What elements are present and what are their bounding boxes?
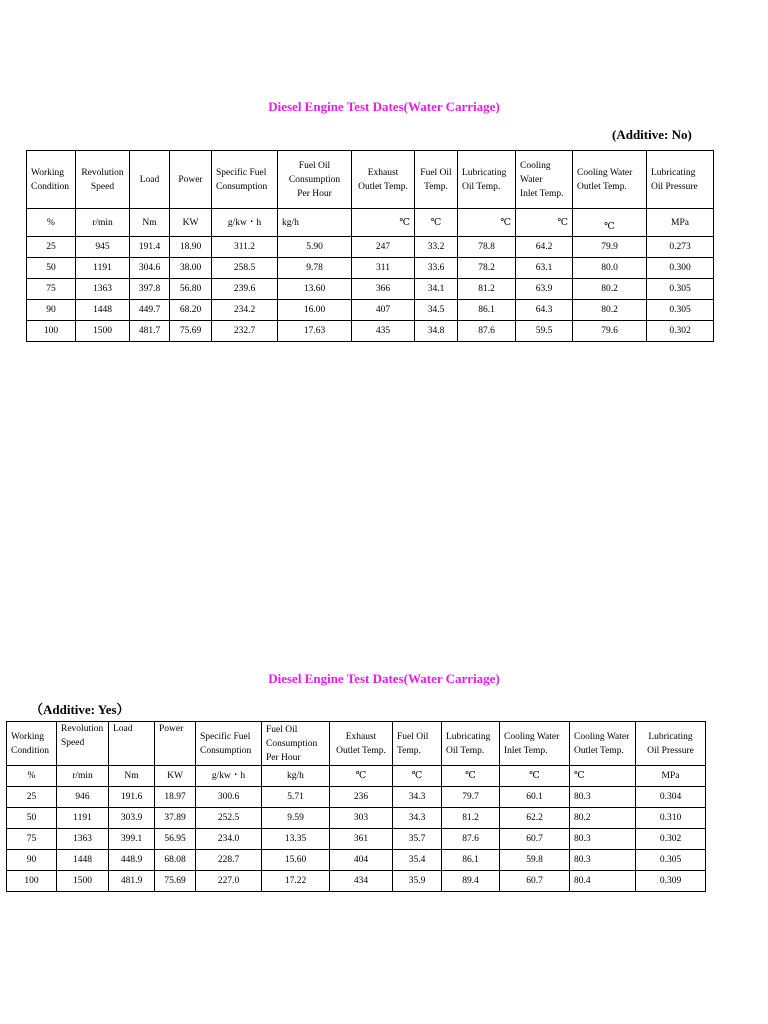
table-cell: 86.1 bbox=[442, 850, 500, 871]
table-cell: 0.302 bbox=[636, 829, 706, 850]
table-cell: 17.63 bbox=[278, 321, 352, 342]
unit-cell: r/min bbox=[57, 766, 109, 787]
column-header bbox=[155, 722, 196, 766]
column-header bbox=[109, 722, 155, 766]
table-cell: 56.80 bbox=[170, 279, 212, 300]
table-row bbox=[27, 321, 714, 342]
table-cell: 60.1 bbox=[500, 787, 570, 808]
table-cell: 1191 bbox=[76, 258, 130, 279]
table-cell: 13.60 bbox=[278, 279, 352, 300]
column-header-line: Condition bbox=[31, 181, 70, 192]
table-cell: 1191 bbox=[57, 808, 109, 829]
table-cell: 100 bbox=[27, 321, 76, 342]
table-cell: 63.9 bbox=[516, 279, 573, 300]
table-cell: 90 bbox=[7, 850, 57, 871]
column-header bbox=[500, 722, 570, 766]
column-header-line: Cooling bbox=[520, 160, 551, 171]
column-header bbox=[442, 722, 500, 766]
table-cell: 100 bbox=[7, 871, 57, 892]
table-cell: 33.2 bbox=[415, 237, 458, 258]
unit-cell: ℃ bbox=[352, 209, 415, 237]
table-cell: 397.8 bbox=[130, 279, 170, 300]
table-cell: 34.1 bbox=[415, 279, 458, 300]
column-header-line: Working bbox=[11, 731, 45, 742]
table-cell: 75 bbox=[7, 829, 57, 850]
table-cell: 75 bbox=[27, 279, 76, 300]
column-header-line: Fuel Oil bbox=[397, 731, 429, 742]
table-cell: 945 bbox=[76, 237, 130, 258]
table-cell: 87.6 bbox=[458, 321, 516, 342]
table-cell: 17.22 bbox=[262, 871, 330, 892]
table-cell: 311 bbox=[352, 258, 415, 279]
column-header-line: Cooling Water bbox=[577, 167, 633, 178]
column-header-line: Speed bbox=[61, 738, 85, 748]
table-cell: 68.08 bbox=[155, 850, 196, 871]
table-cell: 80.2 bbox=[573, 279, 647, 300]
column-header bbox=[330, 722, 393, 766]
table-cell: 9.78 bbox=[278, 258, 352, 279]
unit-cell: KW bbox=[170, 209, 212, 237]
table-cell: 404 bbox=[330, 850, 393, 871]
table-row bbox=[27, 237, 714, 258]
table-row bbox=[7, 871, 706, 892]
column-header bbox=[170, 151, 212, 209]
table-cell: 228.7 bbox=[196, 850, 262, 871]
unit-cell: ℃ bbox=[516, 209, 573, 237]
table-cell: 13.35 bbox=[262, 829, 330, 850]
table-cell: 75.69 bbox=[155, 871, 196, 892]
table-cell: 1363 bbox=[57, 829, 109, 850]
table-cell: 25 bbox=[7, 787, 57, 808]
table-cell: 33.6 bbox=[415, 258, 458, 279]
table-cell: 234.2 bbox=[212, 300, 278, 321]
table-cell: 35.4 bbox=[393, 850, 442, 871]
table-cell: 80.0 bbox=[573, 258, 647, 279]
column-header-line: Working bbox=[31, 167, 65, 178]
column-header-line: Revolution bbox=[81, 167, 124, 178]
column-header bbox=[636, 722, 706, 766]
column-header-line: Per Hour bbox=[297, 188, 332, 199]
column-header-line: Power bbox=[159, 724, 184, 734]
units-row bbox=[7, 766, 706, 787]
table-cell: 0.310 bbox=[636, 808, 706, 829]
column-header-line: Lubricating bbox=[648, 731, 693, 742]
unit-cell: KW bbox=[155, 766, 196, 787]
column-header bbox=[352, 151, 415, 209]
unit-cell: % bbox=[7, 766, 57, 787]
table-row bbox=[7, 829, 706, 850]
table-cell: 62.2 bbox=[500, 808, 570, 829]
column-header-line: Lubricating bbox=[462, 167, 507, 178]
unit-cell: kg/h bbox=[262, 766, 330, 787]
column-header bbox=[458, 151, 516, 209]
table-cell: 75.69 bbox=[170, 321, 212, 342]
table-cell: 87.6 bbox=[442, 829, 500, 850]
table1-title: Diesel Engine Test Dates(Water Carriage) bbox=[268, 99, 500, 114]
column-header-line: Per Hour bbox=[266, 752, 301, 763]
unit-cell: g/kw・h bbox=[196, 766, 262, 787]
table-cell: 0.304 bbox=[636, 787, 706, 808]
table-cell: 86.1 bbox=[458, 300, 516, 321]
table-cell: 361 bbox=[330, 829, 393, 850]
table-cell: 80.4 bbox=[570, 871, 636, 892]
column-header-line: Cooling Water bbox=[574, 731, 630, 742]
unit-cell: g/kw・h bbox=[212, 209, 278, 237]
table-cell: 5.71 bbox=[262, 787, 330, 808]
table-cell: 34.3 bbox=[393, 787, 442, 808]
table-cell: 50 bbox=[7, 808, 57, 829]
column-header-line: Specific Fuel bbox=[200, 731, 251, 742]
column-header-line: Cooling Water bbox=[504, 731, 560, 742]
column-header bbox=[415, 151, 458, 209]
column-header-line: Oil Pressure bbox=[647, 745, 694, 756]
table-cell: 80.3 bbox=[570, 850, 636, 871]
table-cell: 68.20 bbox=[170, 300, 212, 321]
table-cell: 18.90 bbox=[170, 237, 212, 258]
column-header-line: Oil Temp. bbox=[462, 181, 501, 192]
table-cell: 407 bbox=[352, 300, 415, 321]
column-header-line: Load bbox=[139, 174, 160, 185]
table-cell: 234.0 bbox=[196, 829, 262, 850]
table-cell: 80.2 bbox=[573, 300, 647, 321]
table-row bbox=[7, 808, 706, 829]
table-cell: 15.60 bbox=[262, 850, 330, 871]
column-header-line: Temp. bbox=[397, 745, 421, 756]
table-cell: 0.273 bbox=[647, 237, 714, 258]
table-cell: 9.59 bbox=[262, 808, 330, 829]
unit-cell: ℃ bbox=[500, 766, 570, 787]
table-cell: 227.0 bbox=[196, 871, 262, 892]
table-row bbox=[27, 258, 714, 279]
table-cell: 34.5 bbox=[415, 300, 458, 321]
column-header-line: Exhaust bbox=[367, 167, 399, 178]
column-header-line: Lubricating bbox=[651, 167, 696, 178]
table-cell: 0.305 bbox=[647, 279, 714, 300]
table-cell: 481.9 bbox=[109, 871, 155, 892]
table-row bbox=[7, 850, 706, 871]
column-header-line: Fuel Oil bbox=[420, 167, 452, 178]
table-cell: 303.9 bbox=[109, 808, 155, 829]
table-cell: 80.3 bbox=[570, 787, 636, 808]
table-cell: 481.7 bbox=[130, 321, 170, 342]
column-header-line: Consumption bbox=[266, 738, 318, 749]
table-cell: 64.2 bbox=[516, 237, 573, 258]
table1-additive-label: (Additive: No) bbox=[612, 127, 692, 142]
table-cell: 79.6 bbox=[573, 321, 647, 342]
unit-cell: ℃ bbox=[393, 766, 442, 787]
column-header-line: Condition bbox=[11, 745, 50, 756]
column-header bbox=[7, 722, 57, 766]
column-header bbox=[57, 722, 109, 766]
column-header bbox=[570, 722, 636, 766]
table2-additive-label: （Additive: Yes） bbox=[30, 702, 130, 717]
unit-cell: % bbox=[27, 209, 76, 237]
table-cell: 303 bbox=[330, 808, 393, 829]
table-row bbox=[27, 279, 714, 300]
table-cell: 34.3 bbox=[393, 808, 442, 829]
table-cell: 399.1 bbox=[109, 829, 155, 850]
table-row bbox=[7, 787, 706, 808]
table-cell: 300.6 bbox=[196, 787, 262, 808]
unit-cell: r/min bbox=[76, 209, 130, 237]
column-header-line: Oil Temp. bbox=[446, 745, 485, 756]
table-cell: 60.7 bbox=[500, 871, 570, 892]
column-header bbox=[393, 722, 442, 766]
table-cell: 252.5 bbox=[196, 808, 262, 829]
table-cell: 1448 bbox=[76, 300, 130, 321]
table-cell: 434 bbox=[330, 871, 393, 892]
table-cell: 78.2 bbox=[458, 258, 516, 279]
table-cell: 64.3 bbox=[516, 300, 573, 321]
column-header bbox=[516, 151, 573, 209]
unit-cell: ℃ bbox=[570, 766, 636, 787]
table2 bbox=[6, 721, 706, 892]
table-cell: 0.300 bbox=[647, 258, 714, 279]
unit-cell: Nm bbox=[109, 766, 155, 787]
column-header-line: Exhaust bbox=[345, 731, 377, 742]
table-cell: 56.95 bbox=[155, 829, 196, 850]
table-cell: 38.00 bbox=[170, 258, 212, 279]
unit-cell: MPa bbox=[636, 766, 706, 787]
table-cell: 60.7 bbox=[500, 829, 570, 850]
unit-cell: ℃ bbox=[415, 209, 458, 237]
table-cell: 258.5 bbox=[212, 258, 278, 279]
unit-cell: ℃ bbox=[442, 766, 500, 787]
table-cell: 239.6 bbox=[212, 279, 278, 300]
unit-cell: Nm bbox=[130, 209, 170, 237]
table-cell: 37.89 bbox=[155, 808, 196, 829]
column-header-line: Inlet Temp. bbox=[520, 188, 564, 199]
column-header-line: Consumption bbox=[288, 174, 341, 185]
table-cell: 59.8 bbox=[500, 850, 570, 871]
table-cell: 448.9 bbox=[109, 850, 155, 871]
table-cell: 1500 bbox=[76, 321, 130, 342]
column-header bbox=[130, 151, 170, 209]
header-row bbox=[27, 151, 714, 209]
table-cell: 0.309 bbox=[636, 871, 706, 892]
unit-cell: ℃ bbox=[458, 209, 516, 237]
column-header bbox=[196, 722, 262, 766]
table-cell: 81.2 bbox=[442, 808, 500, 829]
table-cell: 35.7 bbox=[393, 829, 442, 850]
column-header-line: Outlet Temp. bbox=[336, 745, 386, 756]
table-cell: 366 bbox=[352, 279, 415, 300]
column-header bbox=[647, 151, 714, 209]
table-cell: 304.6 bbox=[130, 258, 170, 279]
column-header-line: Lubricating bbox=[446, 731, 491, 742]
column-header-line: Temp. bbox=[424, 181, 448, 192]
column-header-line: Power bbox=[178, 174, 203, 185]
unit-cell: MPa bbox=[647, 209, 714, 237]
table-cell: 79.9 bbox=[573, 237, 647, 258]
table-cell: 81.2 bbox=[458, 279, 516, 300]
table-cell: 5.90 bbox=[278, 237, 352, 258]
column-header-line: Revolution bbox=[61, 724, 104, 734]
column-header bbox=[212, 151, 278, 209]
table-cell: 16.00 bbox=[278, 300, 352, 321]
table-cell: 89.4 bbox=[442, 871, 500, 892]
table-cell: 1448 bbox=[57, 850, 109, 871]
table-cell: 1500 bbox=[57, 871, 109, 892]
table-cell: 191.4 bbox=[130, 237, 170, 258]
unit-cell: kg/h bbox=[278, 209, 352, 237]
table-cell: 63.1 bbox=[516, 258, 573, 279]
table-cell: 35.9 bbox=[393, 871, 442, 892]
table-cell: 50 bbox=[27, 258, 76, 279]
table-cell: 25 bbox=[27, 237, 76, 258]
column-header bbox=[278, 151, 352, 209]
column-header-line: Outlet Temp. bbox=[358, 181, 408, 192]
column-header bbox=[76, 151, 130, 209]
table-cell: 0.305 bbox=[647, 300, 714, 321]
table-cell: 34.8 bbox=[415, 321, 458, 342]
table-cell: 946 bbox=[57, 787, 109, 808]
column-header-line: Inlet Temp. bbox=[504, 745, 548, 756]
column-header-line: Outlet Temp. bbox=[577, 181, 627, 192]
table-cell: 18.97 bbox=[155, 787, 196, 808]
table-cell: 449.7 bbox=[130, 300, 170, 321]
table-cell: 0.305 bbox=[636, 850, 706, 871]
column-header-line: Fuel Oil bbox=[298, 160, 331, 171]
column-header-line: Speed bbox=[90, 181, 115, 192]
column-header-line: Outlet Temp. bbox=[574, 745, 624, 756]
table-cell: 80.2 bbox=[570, 808, 636, 829]
table-row bbox=[27, 300, 714, 321]
column-header-line: Fuel Oil bbox=[266, 724, 298, 735]
header-row bbox=[7, 722, 706, 766]
table-cell: 80.3 bbox=[570, 829, 636, 850]
table-cell: 59.5 bbox=[516, 321, 573, 342]
column-header-line: Oil Pressure bbox=[651, 181, 698, 192]
table-cell: 435 bbox=[352, 321, 415, 342]
table-cell: 232.7 bbox=[212, 321, 278, 342]
table-cell: 247 bbox=[352, 237, 415, 258]
table2-title: Diesel Engine Test Dates(Water Carriage) bbox=[268, 671, 500, 686]
table1 bbox=[26, 150, 714, 342]
table-cell: 0.302 bbox=[647, 321, 714, 342]
column-header bbox=[27, 151, 76, 209]
column-header-line: Consumption bbox=[216, 181, 268, 192]
table-cell: 79.7 bbox=[442, 787, 500, 808]
table-cell: 311.2 bbox=[212, 237, 278, 258]
units-row bbox=[27, 209, 714, 237]
column-header-line: Specific Fuel bbox=[216, 167, 267, 178]
table-cell: 1363 bbox=[76, 279, 130, 300]
table-cell: 236 bbox=[330, 787, 393, 808]
table-cell: 90 bbox=[27, 300, 76, 321]
table-cell: 78.8 bbox=[458, 237, 516, 258]
column-header-line: Consumption bbox=[200, 745, 252, 756]
unit-cell: ℃ bbox=[330, 766, 393, 787]
column-header-line: Load bbox=[113, 724, 133, 734]
column-header bbox=[262, 722, 330, 766]
table-cell: 191.6 bbox=[109, 787, 155, 808]
column-header bbox=[573, 151, 647, 209]
unit-cell: ℃ bbox=[573, 209, 647, 237]
column-header-line: Water bbox=[520, 174, 543, 185]
